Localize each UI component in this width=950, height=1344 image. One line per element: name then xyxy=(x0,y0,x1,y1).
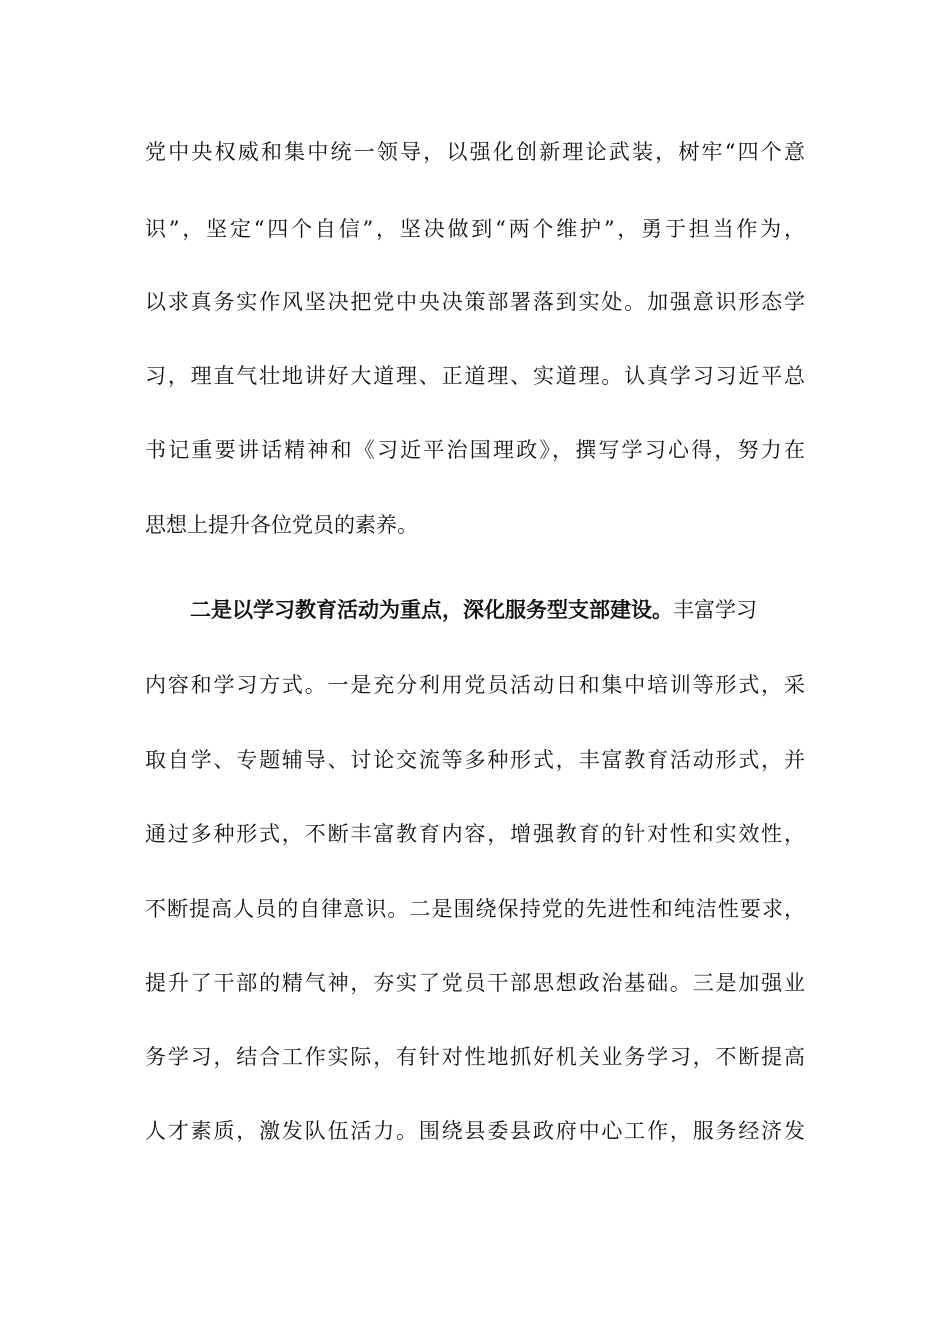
text-line: 不断提高人员的自律意识。二是围绕保持党的先进性和纯洁性要求， xyxy=(145,897,805,921)
text-line: 以求真务实作风坚决把党中央决策部署落到实处。加强意识形态学 xyxy=(145,290,805,314)
paragraph-heading-continuation: 丰富学习 xyxy=(673,598,757,622)
text-line: 人才素质，激发队伍活力。围绕县委县政府中心工作，服务经济发 xyxy=(145,1119,805,1143)
text-line: 内容和学习方式。一是充分利用党员活动日和集中培训等形式，采 xyxy=(145,673,805,697)
paragraph-heading: 二是以学习教育活动为重点，深化服务型支部建设。 xyxy=(190,597,673,622)
text-line: 提升了干部的精气神，夯实了党员干部思想政治基础。三是加强业 xyxy=(145,971,805,995)
text-line: 识”，坚定“四个自信”，坚决做到“两个维护”，勇于担当作为， xyxy=(145,217,805,241)
text-line: 党中央权威和集中统一领导，以强化创新理论武装，树牢“四个意 xyxy=(145,140,805,164)
text-line: 务学习，结合工作实际，有针对性地抓好机关业务学习，不断提高 xyxy=(145,1045,805,1069)
text-line: 思想上提升各位党员的素养。 xyxy=(145,513,418,537)
text-line: 取自学、专题辅导、讨论交流等多种形式，丰富教育活动形式，并 xyxy=(145,748,805,772)
text-line: 书记重要讲话精神和《习近平治国理政》，撰写学习心得，努力在 xyxy=(145,438,805,462)
text-line: 习，理直气壮地讲好大道理、正道理、实道理。认真学习习近平总 xyxy=(145,364,805,388)
paragraph-2-first-line xyxy=(190,590,790,630)
text-line: 通过多种形式，不断丰富教育内容，增强教育的针对性和实效性， xyxy=(145,822,805,846)
